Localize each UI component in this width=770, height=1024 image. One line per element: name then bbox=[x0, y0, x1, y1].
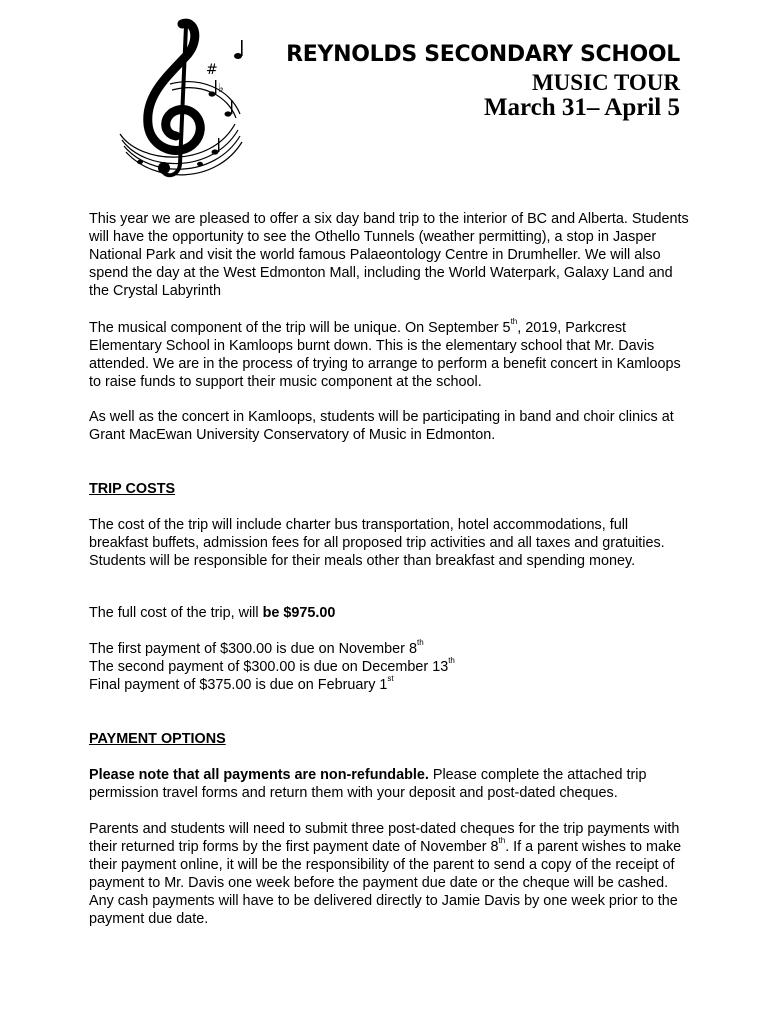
payment-line-1: The first payment of $300.00 is due on November 8th bbox=[89, 638, 424, 657]
intro-paragraph-1: This year we are pleased to offer a six day band trip to the interior of BC and Alberta. Students will have the opportunity to see the Othello Tunnels (weather permitting), a stop in Jasper National Park and visit the world famous Palaeontology Centre in Drumheller. We will also spend the day at the West Edmonton Mall, including the World Waterpark, Galaxy Land and the Crystal Labyrinth bbox=[89, 211, 689, 299]
svg-text:#: # bbox=[206, 62, 218, 78]
treble-clef-music-notes-icon bbox=[100, 14, 250, 184]
payment-schedule bbox=[89, 640, 689, 694]
payment-options-heading: PAYMENT OPTIONS bbox=[89, 731, 226, 747]
payment-instructions-paragraph bbox=[89, 820, 689, 928]
trip-costs-paragraph: The cost of the trip will include charter bus transportation, hotel accommodations, full breakfast buffets, admission fees for all proposed trip activities and all taxes and gratuities. Students will be responsible for their meals other than breakfast and spending money. bbox=[89, 517, 665, 569]
full-cost-line bbox=[89, 604, 689, 622]
school-name: REYNOLDS SECONDARY SCHOOL bbox=[286, 42, 680, 67]
superscript: th bbox=[498, 836, 506, 846]
payment-line-3: Final payment of $375.00 is due on February 1st bbox=[89, 674, 394, 693]
trip-dates: March 31– April 5 bbox=[483, 94, 680, 121]
document-subtitle: MUSIC TOUR bbox=[531, 70, 680, 95]
paragraph-text: Please complete the attached trip permission travel forms and return them with your deposit and post-dated cheques. bbox=[89, 767, 647, 801]
intro-paragraph-3: As well as the concert in Kamloops, students will be participating in band and choir clinics at Grant MacEwan University Conservatory of Music in Edmonton. bbox=[89, 409, 674, 443]
full-cost-amount: be $975.00 bbox=[262, 605, 336, 621]
paragraph-text: . If a parent wishes to make their payment online, it will be the responsibility of the parent to send a copy of the receipt of payment to Mr. Davis one week before the payment due date or the cheque will be cashed. Any cash payments will have to be delivered directly to Jamie Davis by one week prior to the payment due date. bbox=[89, 839, 682, 927]
trip-costs-heading: TRIP COSTS bbox=[89, 481, 176, 497]
svg-text:♭: ♭ bbox=[218, 81, 224, 95]
paragraph-text: Parents and students will need to submit three post-dated cheques for the trip payments with their returned trip forms by the first payment date of November 8 bbox=[89, 821, 680, 855]
paragraph-text: The musical component of the trip will be unique. On September 5 bbox=[89, 320, 511, 336]
paragraph-text: The full cost of the trip, will bbox=[89, 605, 263, 621]
payment-note-paragraph bbox=[89, 766, 689, 802]
intro-paragraph-2 bbox=[89, 319, 689, 391]
payment-line-2: The second payment of $300.00 is due on December 13th bbox=[89, 656, 455, 675]
superscript: th bbox=[510, 317, 518, 327]
paragraph-text: , 2019, Parkcrest Elementary School in Kamloops burnt down. This is the elementary school that Mr. Davis attended. We are in the process of trying to arrange to perform a benefit concert in Kamloops to raise funds to support their music component at the school. bbox=[89, 320, 681, 390]
non-refundable-note: Please note that all payments are non-refundable. bbox=[89, 767, 429, 783]
